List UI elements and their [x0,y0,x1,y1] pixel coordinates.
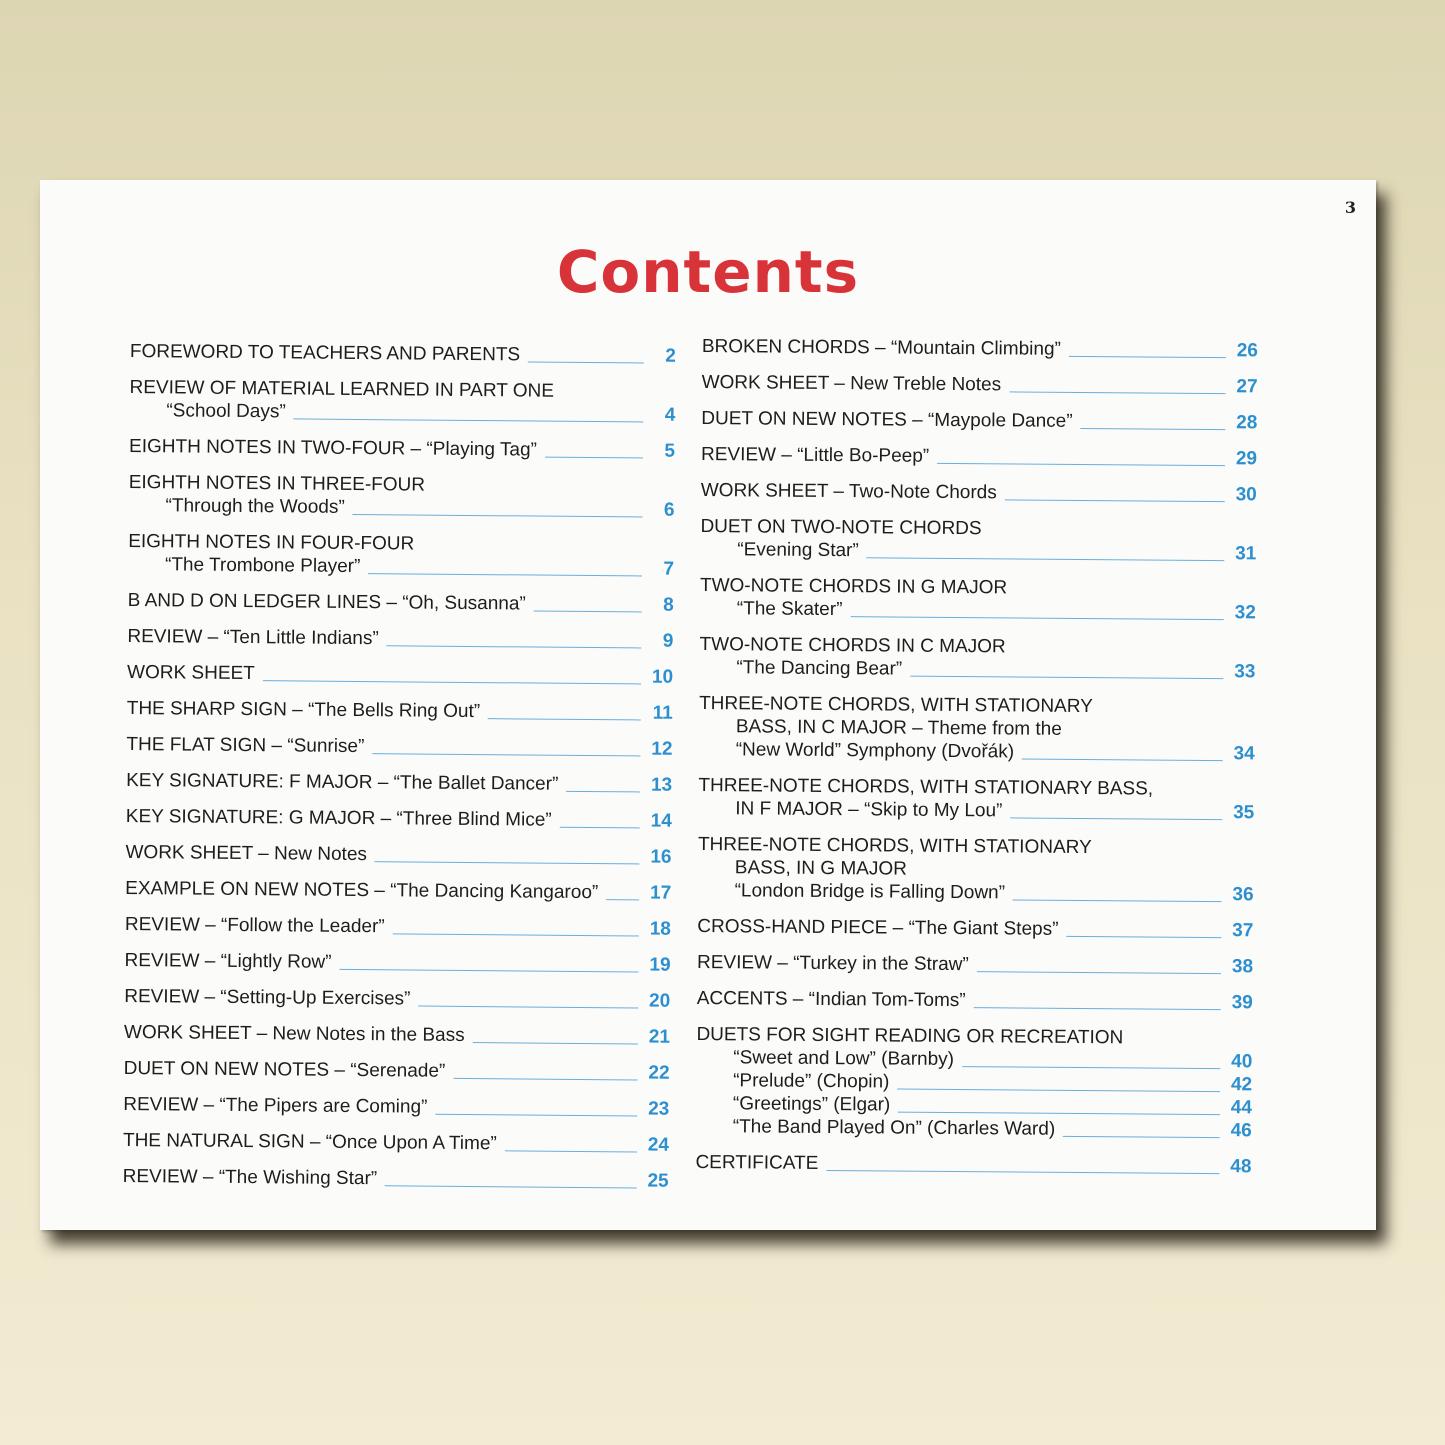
toc-page-number: 38 [1231,956,1254,978]
toc-entry-title: REVIEW – “Follow the Leader” [124,913,385,938]
toc-entry [697,915,1253,942]
toc-entry-title: CERTIFICATE [695,1151,819,1174]
toc-entry [123,1165,669,1193]
toc-page-number: 17 [649,882,672,904]
dot-leader [1010,817,1222,820]
toc-entry-title: EIGHTH NOTES IN TWO-FOUR – “Playing Tag” [128,435,538,461]
toc-entry [129,435,675,463]
toc-page-number: 14 [650,810,672,832]
toc-entry-heading: TWO-NOTE CHORDS IN G MAJOR [699,574,1008,599]
toc-entry [697,987,1253,1014]
toc-page-number: 44 [1230,1097,1253,1119]
toc-entry-title: B AND D ON LEDGER LINES – “Oh, Susanna” [127,589,526,615]
toc-entry [125,913,671,941]
toc-entry [126,805,672,833]
toc-page-number: 10 [651,666,674,688]
toc-entry [126,733,672,761]
toc-entry [701,407,1257,434]
dot-leader [1022,759,1223,762]
toc-page-number: 48 [1230,1156,1252,1178]
toc-entry-title: KEY SIGNATURE: G MAJOR – “Three Blind Mice” [125,805,552,831]
toc-page-number: 28 [1236,412,1258,434]
toc-entry-title: “The Band Played On” (Charles Ward) [732,1116,1056,1140]
toc-entry-title: THE SHARP SIGN – “The Bells Ring Out” [126,697,481,723]
toc-page-number: 40 [1231,1051,1253,1073]
toc-entry [123,1129,669,1157]
toc-entry [128,589,674,617]
toc-entry-title: EXAMPLE ON NEW NOTES – “The Dancing Kangaroo” [125,877,599,904]
dot-leader [368,573,642,576]
dot-leader [418,1006,638,1009]
toc-page-number: 34 [1233,743,1255,765]
dot-leader [1063,1136,1220,1138]
toc-page-number: 4 [664,404,676,426]
toc-entry [130,340,676,368]
toc-entry-title: “Prelude” (Chopin) [733,1070,890,1093]
dot-leader [560,827,640,829]
toc-entry-heading: THREE-NOTE CHORDS, WITH STATIONARY [699,692,1093,718]
dot-leader [339,969,638,973]
dot-leader [962,1066,1220,1069]
toc-entry-title: WORK SHEET – New Treble Notes [701,371,1002,396]
toc-page-number: 27 [1236,376,1258,398]
toc-entry-heading: EIGHTH NOTES IN THREE-FOUR [128,471,426,496]
toc-page-number: 2 [665,345,676,367]
toc-page-number: 46 [1230,1120,1252,1142]
toc-entry-title: “School Days” [166,400,286,423]
toc-entry-title: THE NATURAL SIGN – “Once Upon A Time” [122,1129,497,1155]
toc-entry [125,841,671,869]
toc-page-number: 8 [663,594,674,616]
toc-entry [128,471,674,522]
toc-entry [124,985,670,1013]
toc-entry-title: REVIEW – “Setting-Up Exercises” [124,985,411,1010]
toc-entry [127,697,673,725]
toc-page-number: 25 [647,1170,669,1192]
toc-page-number: 37 [1232,920,1254,942]
dot-leader [294,418,644,422]
toc-page-number: 13 [650,774,673,796]
dot-leader [372,753,640,756]
toc-entry [700,574,1256,624]
toc-entry-title: WORK SHEET [127,661,255,685]
toc-entry [124,1057,670,1085]
toc-entry-title: DUET ON NEW NOTES – “Maypole Dance” [701,407,1073,432]
contents-page [40,180,1376,1230]
toc-entry [699,692,1256,765]
dot-leader [1009,391,1225,394]
toc-entry-title: DUET ON NEW NOTES – “Serenade” [123,1057,446,1082]
toc-page-number: 22 [648,1062,670,1084]
toc-entry [126,769,672,797]
toc-entry [129,376,675,427]
toc-entry [127,625,673,653]
dot-leader [977,971,1221,974]
toc-page-number: 29 [1235,448,1258,470]
dot-leader [385,1185,637,1188]
toc-page-number: 39 [1231,992,1253,1014]
toc-page-number: 19 [649,954,671,976]
toc-entry-title: ACCENTS – “Indian Tom-Toms” [696,987,966,1012]
toc-entry [123,1093,669,1121]
toc-entry-title: WORK SHEET – New Notes [125,841,368,866]
toc-entry-title: REVIEW – “Lightly Row” [124,949,332,973]
toc-page-number: 23 [648,1098,670,1120]
toc-entry-title: BROKEN CHORDS – “Mountain Climbing” [701,335,1061,360]
dot-leader [473,1042,638,1044]
dot-leader [453,1078,637,1081]
dot-leader [867,557,1225,561]
toc-entry-title: REVIEW – “Ten Little Indians” [127,625,379,650]
toc-entry-title: WORK SHEET – Two-Note Chords [700,479,997,504]
toc-page-number: 6 [663,499,675,521]
toc-entry [701,443,1257,470]
dot-leader [566,791,640,793]
toc-page-number: 32 [1234,602,1256,624]
dot-leader [505,1150,637,1152]
toc-page-number: 42 [1230,1074,1253,1096]
toc-entry-title: “Evening Star” [737,539,859,562]
toc-entry-heading: BASS, IN C MAJOR – Theme from the [735,716,1062,740]
toc-entry-title: “London Bridge is Falling Down” [734,880,1006,904]
toc-entry [702,371,1258,398]
toc-entry [698,833,1255,906]
toc-page-number: 12 [651,738,673,760]
dot-leader [1013,899,1222,902]
toc-page-number: 9 [662,630,674,652]
toc-entry-heading: THREE-NOTE CHORDS, WITH STATIONARY BASS, [698,774,1154,800]
toc-page-number: 24 [647,1134,670,1156]
toc-page-number: 20 [649,990,671,1012]
dot-leader [387,645,642,648]
toc-entry [698,774,1254,824]
toc-page-number: 31 [1235,543,1257,565]
toc-page-number: 7 [663,558,675,580]
dot-leader [534,611,642,613]
toc-entry-title: KEY SIGNATURE: F MAJOR – “The Ballet Dancer” [126,769,559,795]
toc-entry [127,661,673,689]
toc-page-number: 35 [1233,802,1255,824]
toc-entry-title: “The Skater” [736,598,843,621]
toc-page-number: 18 [649,918,671,940]
toc-sub-entry [696,1115,1252,1142]
dot-leader [263,680,641,684]
toc-entry-title: REVIEW – “The Pipers are Coming” [123,1093,428,1118]
dot-leader [826,1170,1219,1174]
toc-entry-heading: DUETS FOR SIGHT READING OR RECREATION [696,1023,1124,1049]
toc-entry [125,877,671,905]
page-title: Contents [556,238,860,306]
toc-entry-certificate [695,1151,1251,1178]
dot-leader [375,861,640,864]
toc-entry-heading: DUET ON TWO-NOTE CHORDS [700,515,982,540]
dot-leader [1081,428,1226,430]
toc-entry-heading: REVIEW OF MATERIAL LEARNED IN PART ONE [129,376,555,402]
contents-column-left [122,340,675,1206]
toc-entry [124,949,670,977]
toc-entry-title: REVIEW – “The Wishing Star” [122,1165,378,1190]
toc-page-number: 11 [652,702,673,724]
dot-leader [1066,936,1221,938]
page-number: 3 [1344,198,1356,217]
toc-page-number: 30 [1235,484,1257,506]
toc-entry-duets [696,1023,1253,1142]
toc-page-number: 5 [664,440,676,462]
dot-leader [974,1007,1221,1010]
toc-page-number: 36 [1232,884,1254,906]
toc-entry-title: “Through the Woods” [165,495,345,518]
dot-leader [850,616,1223,620]
toc-page-number: 33 [1234,661,1256,683]
toc-entry [701,479,1257,506]
dot-leader [435,1114,637,1117]
dot-leader [910,676,1223,679]
dot-leader [528,361,644,363]
dot-leader [545,457,643,459]
toc-entry [124,1021,670,1049]
toc-entry-title: REVIEW – “Little Bo-Peep” [700,443,930,467]
dot-leader [393,933,639,936]
dot-leader [606,899,639,900]
toc-entry-title: “Greetings” (Elgar) [732,1093,891,1116]
toc-entry-title: “The Trombone Player” [164,554,361,578]
toc-entry-title: THE FLAT SIGN – “Sunrise” [126,733,365,758]
toc-entry-title: FOREWORD TO TEACHERS AND PARENTS [129,340,521,366]
toc-page-number: 16 [650,846,672,868]
dot-leader [898,1112,1220,1116]
toc-entry-title: IN F MAJOR – “Skip to My Lou” [735,798,1003,822]
dot-leader [937,463,1225,466]
toc-entry-title: WORK SHEET – New Notes in the Bass [123,1021,465,1046]
dot-leader [897,1089,1220,1093]
toc-entry-title: “The Dancing Bear” [736,657,903,680]
dot-leader [1069,356,1226,358]
dot-leader [488,718,641,720]
toc-page-number: 21 [648,1026,671,1048]
toc-entry-heading: TWO-NOTE CHORDS IN C MAJOR [699,633,1006,658]
toc-entry-heading: EIGHTH NOTES IN FOUR-FOUR [128,530,415,555]
toc-entry [699,633,1255,683]
dot-leader [1005,499,1225,502]
dot-leader [353,514,643,518]
toc-entry [700,515,1256,565]
toc-entry-title: “New World” Symphony (Dvořák) [735,739,1015,763]
toc-entry-heading: THREE-NOTE CHORDS, WITH STATIONARY [697,833,1092,859]
toc-entry [128,530,674,581]
toc-entry-title: CROSS-HAND PIECE – “The Giant Steps” [697,915,1059,940]
toc-entry-title: “Sweet and Low” (Barnby) [733,1047,955,1071]
toc-page-number: 26 [1236,340,1258,362]
toc-entry-title: REVIEW – “Turkey in the Straw” [696,951,969,976]
toc-entry [702,335,1258,362]
contents-column-right [695,335,1258,1191]
toc-entry [697,951,1253,978]
toc-entry-heading: BASS, IN G MAJOR [734,857,907,880]
